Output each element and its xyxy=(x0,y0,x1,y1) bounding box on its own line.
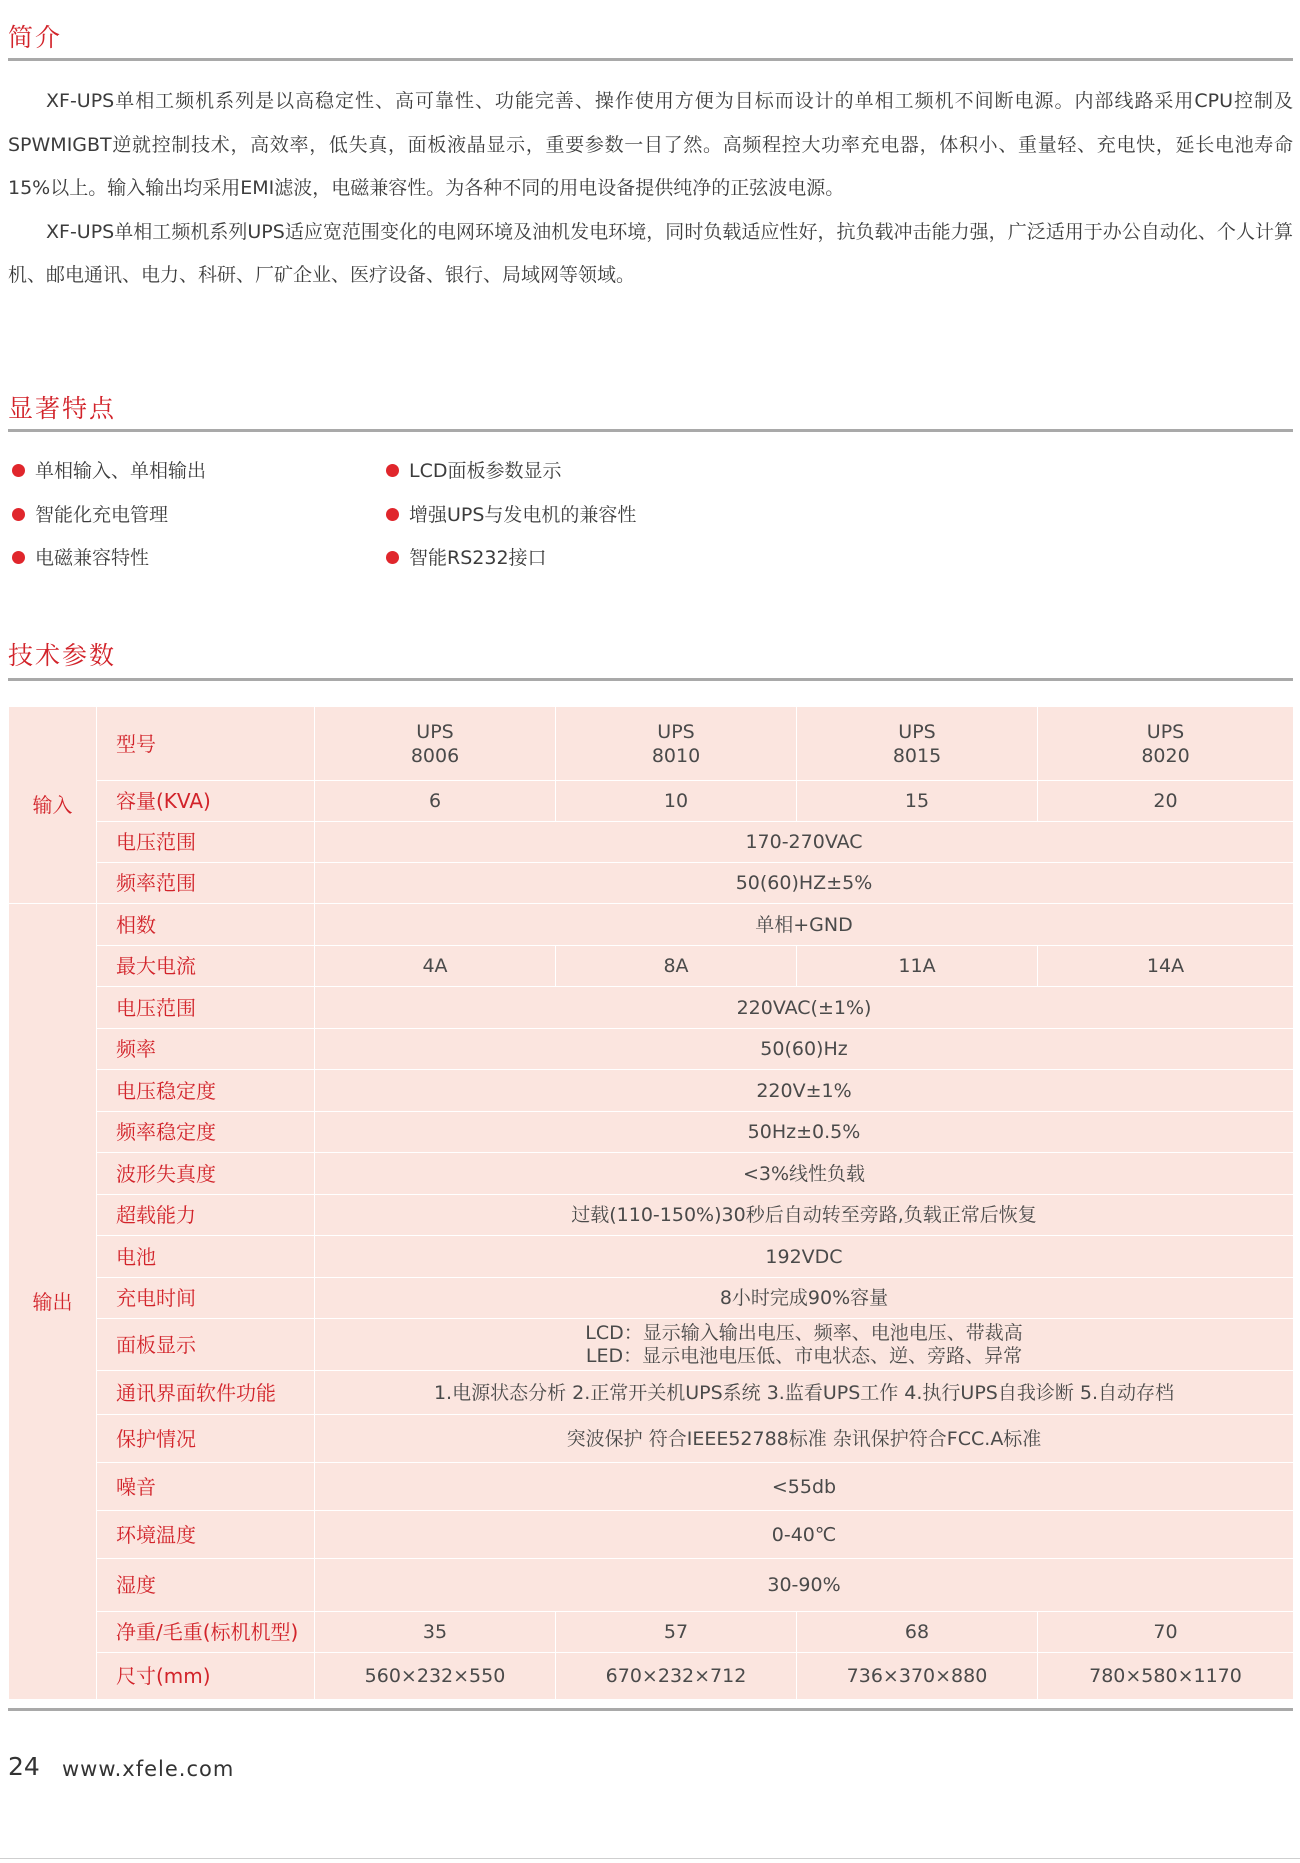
table-cell: 突波保护 符合IEEE52788标准 杂讯保护符合FCC.A标准 xyxy=(315,1415,1294,1463)
row-label: 波形失真度 xyxy=(97,1153,315,1195)
table-cell: 68 xyxy=(797,1612,1038,1653)
table-cell: 50Hz±0.5% xyxy=(315,1112,1294,1153)
table-cell: 57 xyxy=(556,1612,797,1653)
table-row xyxy=(9,781,1294,822)
bullet-dot-icon xyxy=(12,508,25,521)
table-row xyxy=(9,1278,1294,1319)
row-label: 电池 xyxy=(97,1236,315,1278)
website-link: www.xfele.com xyxy=(62,1757,235,1781)
bullet-dot-icon xyxy=(386,551,399,564)
specs-title: 技术参数 xyxy=(8,641,117,670)
table-cell: 6 xyxy=(315,781,556,822)
feature-item: 电磁兼容特性 xyxy=(12,543,149,570)
table-row xyxy=(9,1653,1294,1700)
table-row xyxy=(9,1319,1294,1371)
table-cell: 220V±1% xyxy=(315,1070,1294,1112)
table-row xyxy=(9,1070,1294,1112)
table-row xyxy=(9,946,1294,987)
model-cell: UPS 8006 xyxy=(315,707,556,781)
row-label: 电压范围 xyxy=(97,987,315,1029)
table-row xyxy=(9,1415,1294,1463)
table-cell: 20 xyxy=(1038,781,1294,822)
table-row xyxy=(9,707,1294,781)
feature-item: 增强UPS与发电机的兼容性 xyxy=(386,500,636,527)
feature-item: 单相输入、单相输出 xyxy=(12,456,206,483)
bullet-dot-icon xyxy=(386,464,399,477)
page-number: 24 xyxy=(8,1752,40,1781)
row-label: 最大电流 xyxy=(97,946,315,987)
table-row xyxy=(9,904,1294,946)
row-label: 环境温度 xyxy=(97,1511,315,1559)
feature-item: 智能RS232接口 xyxy=(386,543,547,570)
table-row xyxy=(9,1371,1294,1415)
table-cell: 8A xyxy=(556,946,797,987)
table-cell: <55db xyxy=(315,1463,1294,1511)
intro-text xyxy=(8,80,1293,298)
row-label: 湿度 xyxy=(97,1559,315,1612)
table-cell: 560×232×550 xyxy=(315,1653,556,1700)
feature-item: LCD面板参数显示 xyxy=(386,456,561,483)
table-row xyxy=(9,1463,1294,1511)
table-row xyxy=(9,987,1294,1029)
table-cell: 0-40℃ xyxy=(315,1511,1294,1559)
spec-table xyxy=(8,706,1294,1700)
table-row xyxy=(9,1511,1294,1559)
table-row xyxy=(9,863,1294,904)
page-edge-line xyxy=(0,1858,1300,1859)
table-cell: 4A xyxy=(315,946,556,987)
table-row xyxy=(9,1236,1294,1278)
intro-paragraph-2: XF-UPS单相工频机系列UPS适应宽范围变化的电网环境及油机发电环境，同时负载适应性好，抗负载冲击能力强，广泛适用于办公自动化、个人计算机、邮电通讯、电力、科研、厂矿企业、医疗设备、银行、局域网等领域。 xyxy=(8,220,1293,286)
row-label: 尺寸(mm) xyxy=(97,1653,315,1700)
bullet-dot-icon xyxy=(386,508,399,521)
table-row xyxy=(9,1612,1294,1653)
table-row xyxy=(9,822,1294,863)
table-cell: 15 xyxy=(797,781,1038,822)
table-cell: 192VDC xyxy=(315,1236,1294,1278)
table-bottom-rule xyxy=(8,1708,1293,1711)
table-cell: 10 xyxy=(556,781,797,822)
table-cell: 过载(110-150%)30秒后自动转至旁路,负载正常后恢复 xyxy=(315,1195,1294,1236)
model-cell: UPS 8015 xyxy=(797,707,1038,781)
row-label: 频率范围 xyxy=(97,863,315,904)
table-cell: 780×580×1170 xyxy=(1038,1653,1294,1700)
table-cell: 170-270VAC xyxy=(315,822,1294,863)
features-title: 显著特点 xyxy=(8,394,117,423)
row-label: 相数 xyxy=(97,904,315,946)
table-cell: 8小时完成90%容量 xyxy=(315,1278,1294,1319)
row-label: 噪音 xyxy=(97,1463,315,1511)
table-row xyxy=(9,1112,1294,1153)
table-row xyxy=(9,1559,1294,1612)
row-label: 电压范围 xyxy=(97,822,315,863)
table-cell: 50(60)Hz xyxy=(315,1029,1294,1070)
specs-title-rule xyxy=(8,678,1293,681)
panel-led-text: LED：显示电池电压低、市电状态、逆、旁路、异常 xyxy=(585,1344,1023,1367)
table-cell: 1.电源状态分析 2.正常开关机UPS系统 3.监看UPS工作 4.执行UPS自我诊断 5.自动存档 xyxy=(315,1371,1294,1415)
intro-title: 简介 xyxy=(8,23,63,52)
row-label: 面板显示 xyxy=(97,1319,315,1371)
model-cell: UPS 8020 xyxy=(1038,707,1294,781)
feature-item: 智能化充电管理 xyxy=(12,500,168,527)
output-group-label: 输出 xyxy=(9,904,97,1700)
table-cell: 30-90% xyxy=(315,1559,1294,1612)
table-row xyxy=(9,1195,1294,1236)
table-cell: 14A xyxy=(1038,946,1294,987)
table-cell: 670×232×712 xyxy=(556,1653,797,1700)
intro-paragraph-1: XF-UPS单相工频机系列是以高稳定性、高可靠性、功能完善、操作使用方便为目标而设计的单相工频机不间断电源。内部线路采用CPU控制及SPWMIGBT逆就控制技术，高效率，低失真，面板液晶显示，重要参数一目了然。高频程控大功率充电器，体积小、重量轻、充电快，延长电池寿命15%以上。输入输出均采用EMI滤波，电磁兼容性。为各种不同的用电设备提供纯净的正弦波电源。 xyxy=(8,90,1293,199)
table-cell: 736×370×880 xyxy=(797,1653,1038,1700)
table-cell xyxy=(315,1319,1294,1371)
row-label: 净重/毛重(标机机型) xyxy=(97,1612,315,1653)
row-label: 容量(KVA) xyxy=(97,781,315,822)
table-cell: 35 xyxy=(315,1612,556,1653)
model-cell: UPS 8010 xyxy=(556,707,797,781)
row-label: 电压稳定度 xyxy=(97,1070,315,1112)
table-cell: 70 xyxy=(1038,1612,1294,1653)
panel-lcd-text: LCD：显示输入输出电压、频率、电池电压、带裁高 xyxy=(585,1321,1023,1344)
table-cell: 11A xyxy=(797,946,1038,987)
table-cell: 单相+GND xyxy=(315,904,1294,946)
table-cell: 220VAC(±1%) xyxy=(315,987,1294,1029)
row-label: 超载能力 xyxy=(97,1195,315,1236)
input-group-label: 输入 xyxy=(9,707,97,904)
row-label: 频率 xyxy=(97,1029,315,1070)
model-label: 型号 xyxy=(97,707,315,781)
table-row xyxy=(9,1029,1294,1070)
features-title-rule xyxy=(8,429,1293,432)
intro-title-rule xyxy=(8,58,1293,61)
bullet-dot-icon xyxy=(12,464,25,477)
row-label: 充电时间 xyxy=(97,1278,315,1319)
bullet-dot-icon xyxy=(12,551,25,564)
table-cell: 50(60)HZ±5% xyxy=(315,863,1294,904)
table-row xyxy=(9,1153,1294,1195)
row-label: 频率稳定度 xyxy=(97,1112,315,1153)
row-label: 保护情况 xyxy=(97,1415,315,1463)
table-cell: <3%线性负载 xyxy=(315,1153,1294,1195)
row-label: 通讯界面软件功能 xyxy=(97,1371,315,1415)
